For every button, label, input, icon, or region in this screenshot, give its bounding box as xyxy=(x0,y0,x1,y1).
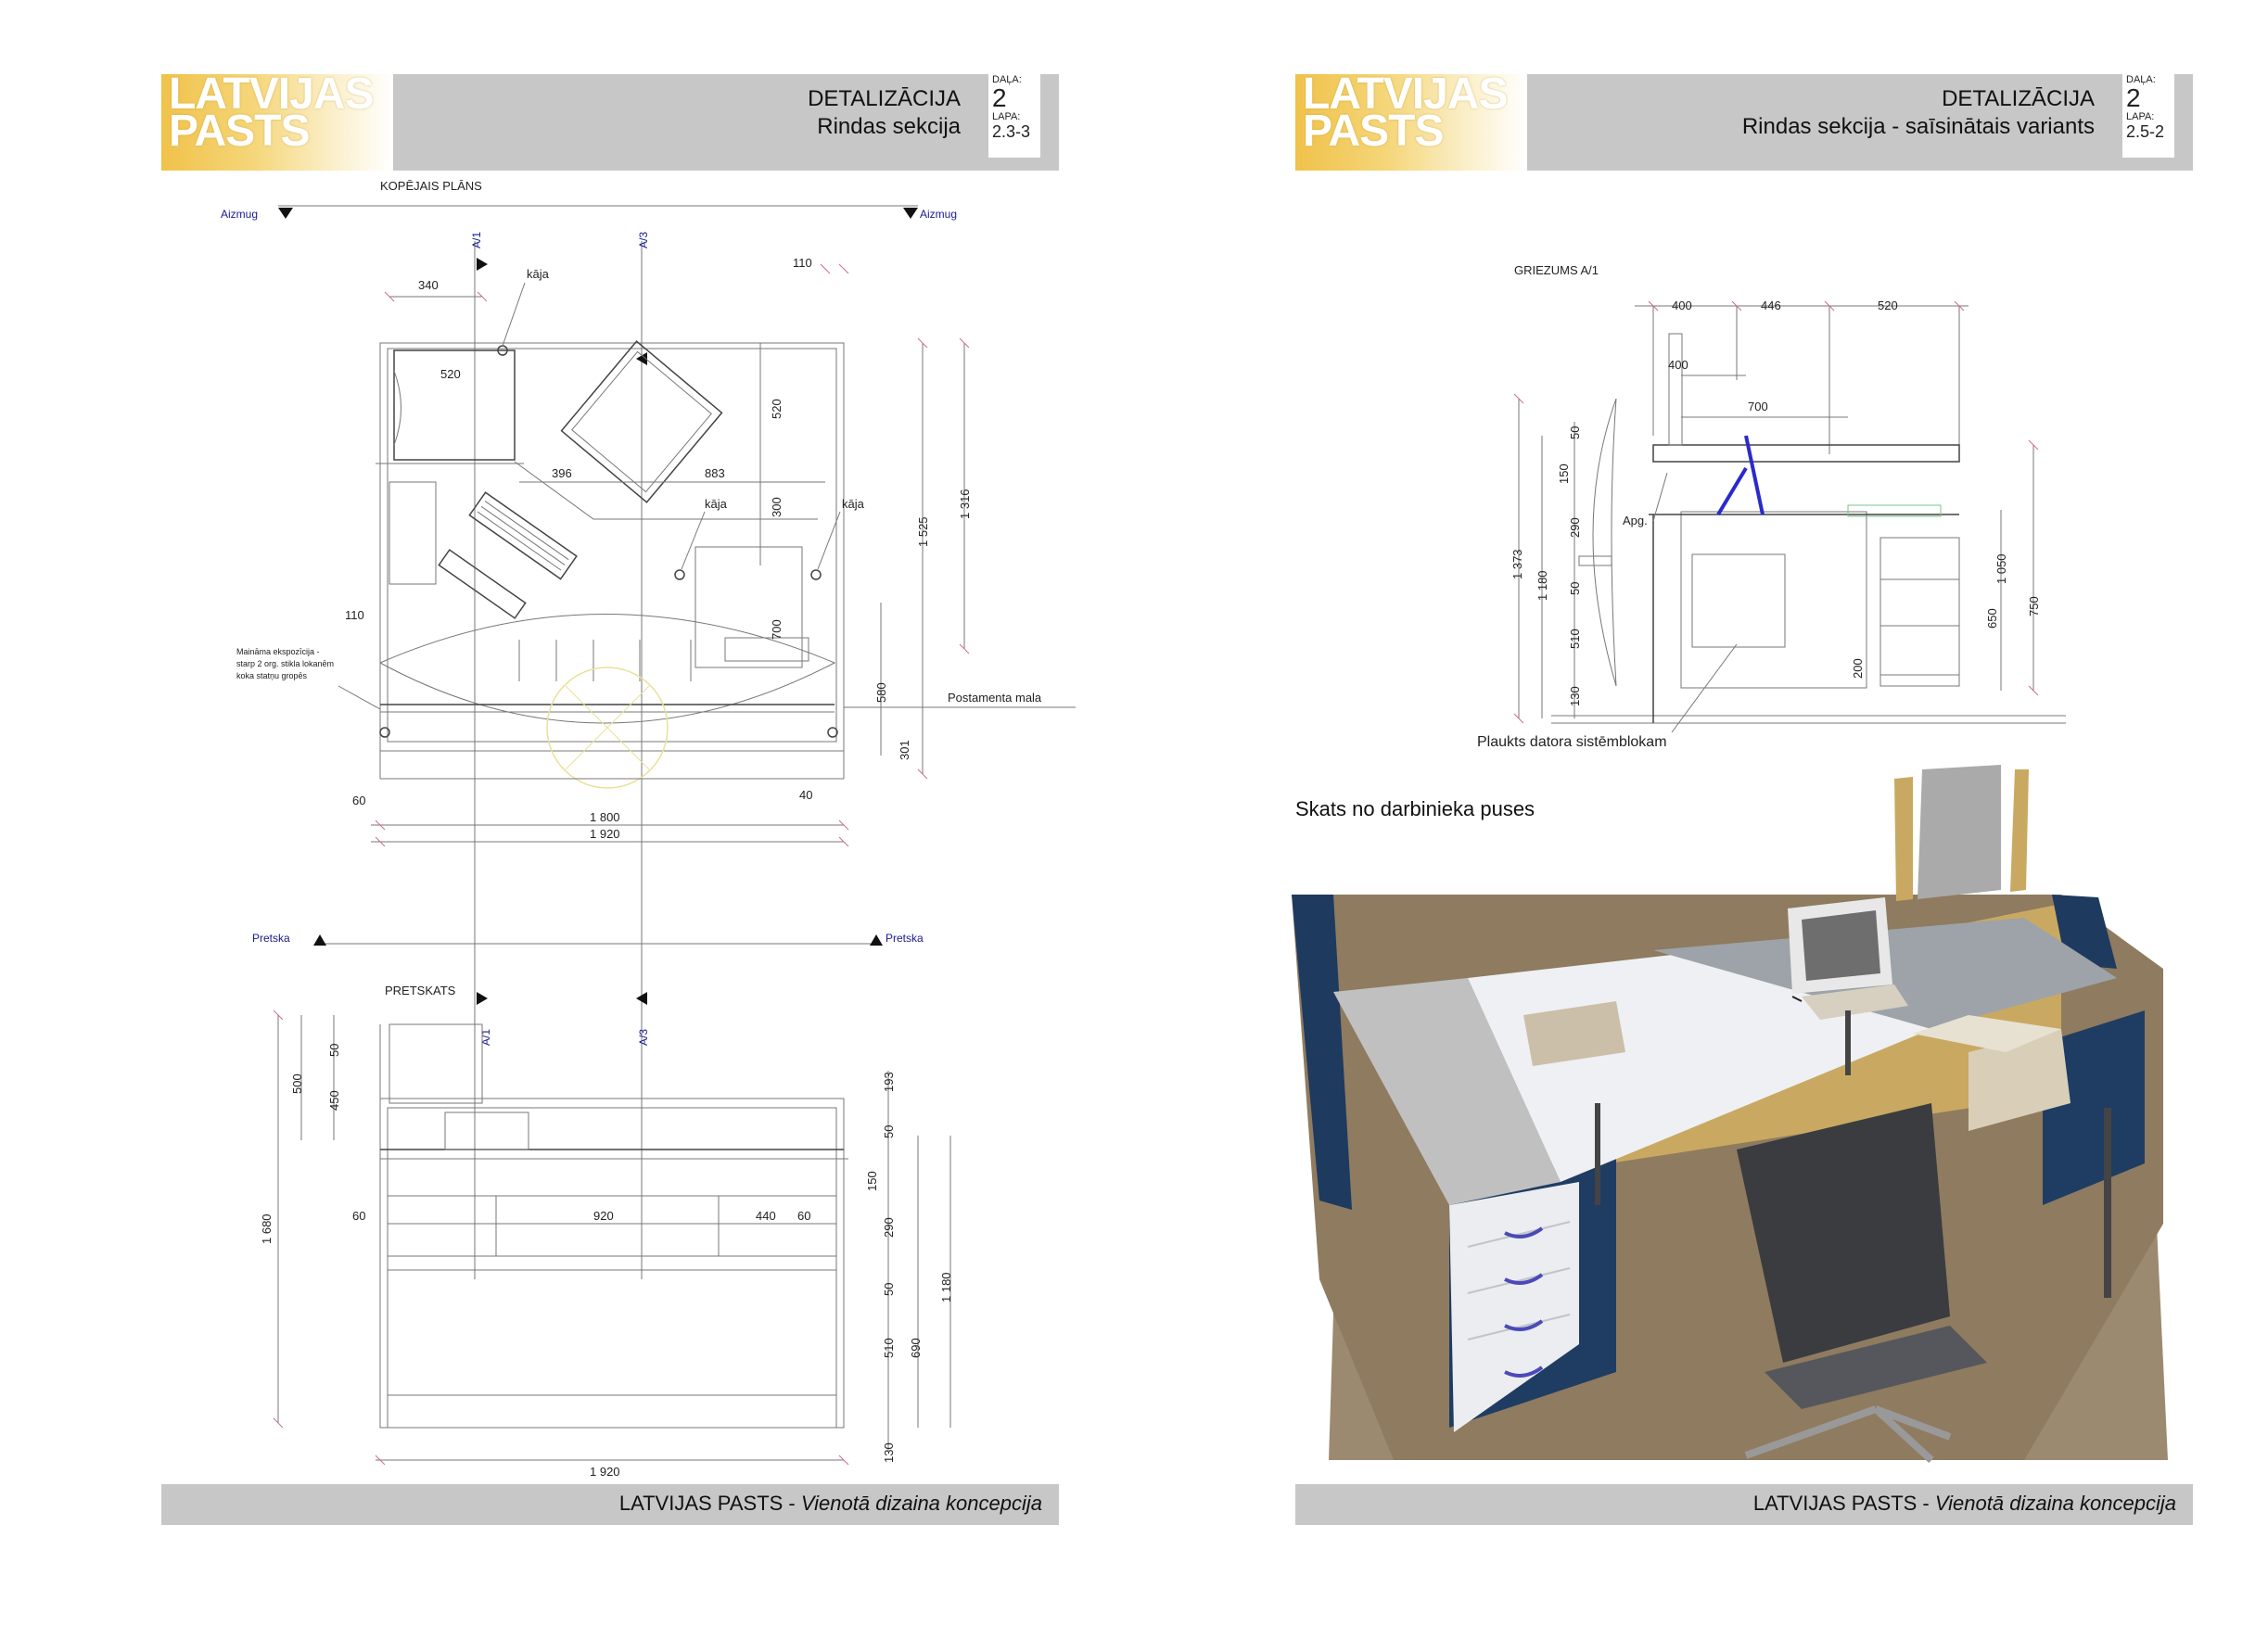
logo-text: LATVIJAS PASTS xyxy=(1303,74,1508,156)
dim-50: 50 xyxy=(1568,426,1582,439)
desk-3d-render xyxy=(1292,765,2168,1460)
dim-50: 50 xyxy=(327,1043,341,1057)
dim-130: 130 xyxy=(1568,686,1582,706)
plan-title: KOPĒJAIS PLĀNS xyxy=(380,179,482,193)
pretska-left: Pretska xyxy=(252,932,290,945)
dim-200: 200 xyxy=(1851,658,1865,679)
header-subtitle: Rindas sekcija xyxy=(817,114,961,139)
dim-1373: 1 373 xyxy=(1510,549,1524,579)
arrow-up-icon xyxy=(313,934,326,946)
dim-510: 510 xyxy=(1568,629,1582,649)
dim-690: 690 xyxy=(909,1338,923,1358)
dim-300: 300 xyxy=(770,497,784,517)
dim-50-c: 50 xyxy=(882,1282,896,1296)
dim-700: 700 xyxy=(770,619,784,640)
elevation-title: PRETSKATS xyxy=(385,984,456,997)
dim-440: 440 xyxy=(756,1209,776,1223)
dim-130: 130 xyxy=(882,1442,896,1463)
dim-1525: 1 525 xyxy=(916,516,930,547)
dim-50-b: 50 xyxy=(1568,581,1582,595)
footer-bar xyxy=(1295,1484,2193,1525)
note-line-1: Maināma ekspozīcija - xyxy=(236,647,320,656)
footer-text: LATVIJAS PASTS - Vienotā dizaina koncepcija xyxy=(618,1492,1042,1515)
arrow-up-icon xyxy=(870,934,883,946)
dim-1180: 1 180 xyxy=(939,1272,953,1302)
dim-400-top: 400 xyxy=(1672,299,1692,312)
dim-290: 290 xyxy=(1568,517,1582,538)
dim-150: 150 xyxy=(865,1171,879,1191)
footer-text: LATVIJAS PASTS - Vienotā dizaina koncepcija xyxy=(1752,1492,2176,1515)
kaja-label: kāja xyxy=(705,497,727,511)
dim-520: 520 xyxy=(1878,299,1898,312)
dim-110: 110 xyxy=(793,256,812,270)
dim-920: 920 xyxy=(593,1209,614,1223)
arrow-down-icon xyxy=(903,208,918,219)
kaja-label: kāja xyxy=(842,497,864,511)
dim-500: 500 xyxy=(290,1073,304,1094)
dim-340: 340 xyxy=(418,278,439,292)
apg-label: Apg. xyxy=(1623,514,1648,527)
sheet-right xyxy=(1134,0,2268,1626)
dim-450: 450 xyxy=(327,1090,341,1111)
dim-750: 750 xyxy=(2027,596,2041,616)
arrow-down-icon xyxy=(278,208,293,219)
dim-510: 510 xyxy=(882,1338,896,1358)
header-subtitle: Rindas sekcija - saīsinātais variants xyxy=(1741,114,2095,139)
lapa-label: LAPA: xyxy=(992,111,1021,122)
header-title: DETALIZĀCIJA xyxy=(1942,86,2095,111)
dim-400: 400 xyxy=(1668,358,1688,372)
logo-text: LATVIJAS PASTS xyxy=(169,74,374,156)
dim-520-v: 520 xyxy=(770,399,784,419)
dim-193: 193 xyxy=(882,1072,896,1092)
note-line-2: starp 2 org. stikla lokanēm xyxy=(236,659,335,668)
dala-label: DAĻA: xyxy=(2126,74,2156,85)
dim-1800: 1 800 xyxy=(590,810,620,824)
lapa-label: LAPA: xyxy=(2126,111,2155,122)
dala-value: 2 xyxy=(992,83,1007,112)
aizmug-left: Aizmug xyxy=(221,208,259,221)
note-line-3: koka statņu gropēs xyxy=(236,671,308,680)
dim-446: 446 xyxy=(1761,299,1781,312)
plaukts-label: Plaukts datora sistēmblokam xyxy=(1477,734,1667,750)
dim-1316: 1 316 xyxy=(958,489,972,519)
aizmug-right: Aizmug xyxy=(920,208,958,221)
dim-1920-elev: 1 920 xyxy=(590,1465,620,1479)
section-a1: A/1 xyxy=(470,231,483,248)
dim-700: 700 xyxy=(1748,400,1768,413)
dim-150: 150 xyxy=(1557,464,1571,484)
dim-60-b: 60 xyxy=(797,1209,811,1223)
elev-section-a3: A/3 xyxy=(637,1028,650,1046)
dim-290: 290 xyxy=(882,1217,896,1238)
lapa-value: 2.3-3 xyxy=(992,122,1031,141)
dala-value: 2 xyxy=(2126,83,2141,112)
dala-label: DAĻA: xyxy=(992,74,1022,85)
dim-301: 301 xyxy=(898,740,911,760)
dim-1920: 1 920 xyxy=(590,827,620,841)
elev-section-a1: A/1 xyxy=(479,1028,492,1046)
dim-60: 60 xyxy=(352,794,366,807)
section-title: GRIEZUMS A/1 xyxy=(1514,263,1599,277)
footer-bar xyxy=(161,1484,1059,1525)
dim-1680: 1 680 xyxy=(260,1213,274,1244)
dim-40: 40 xyxy=(799,788,813,802)
dim-396: 396 xyxy=(552,466,572,480)
dim-883: 883 xyxy=(705,466,725,480)
lapa-value: 2.5-2 xyxy=(2126,122,2165,141)
dim-520: 520 xyxy=(440,367,461,381)
dim-580: 580 xyxy=(874,682,888,703)
dim-650: 650 xyxy=(1985,608,1999,629)
dim-1180: 1 180 xyxy=(1535,570,1549,601)
section-drawing xyxy=(1134,0,2268,1626)
section-a3: A/3 xyxy=(637,231,650,248)
pretska-right: Pretska xyxy=(886,932,924,945)
header-title: DETALIZĀCIJA xyxy=(808,86,961,111)
dim-110-b: 110 xyxy=(345,608,364,622)
kaja-label: kāja xyxy=(527,267,549,281)
postamenta-label: Postamenta mala xyxy=(948,691,1042,705)
view-caption: Skats no darbinieka puses xyxy=(1295,797,1535,820)
dim-50-b: 50 xyxy=(882,1124,896,1138)
dim-60-a: 60 xyxy=(352,1209,366,1223)
dim-1050: 1 050 xyxy=(1994,553,2008,584)
